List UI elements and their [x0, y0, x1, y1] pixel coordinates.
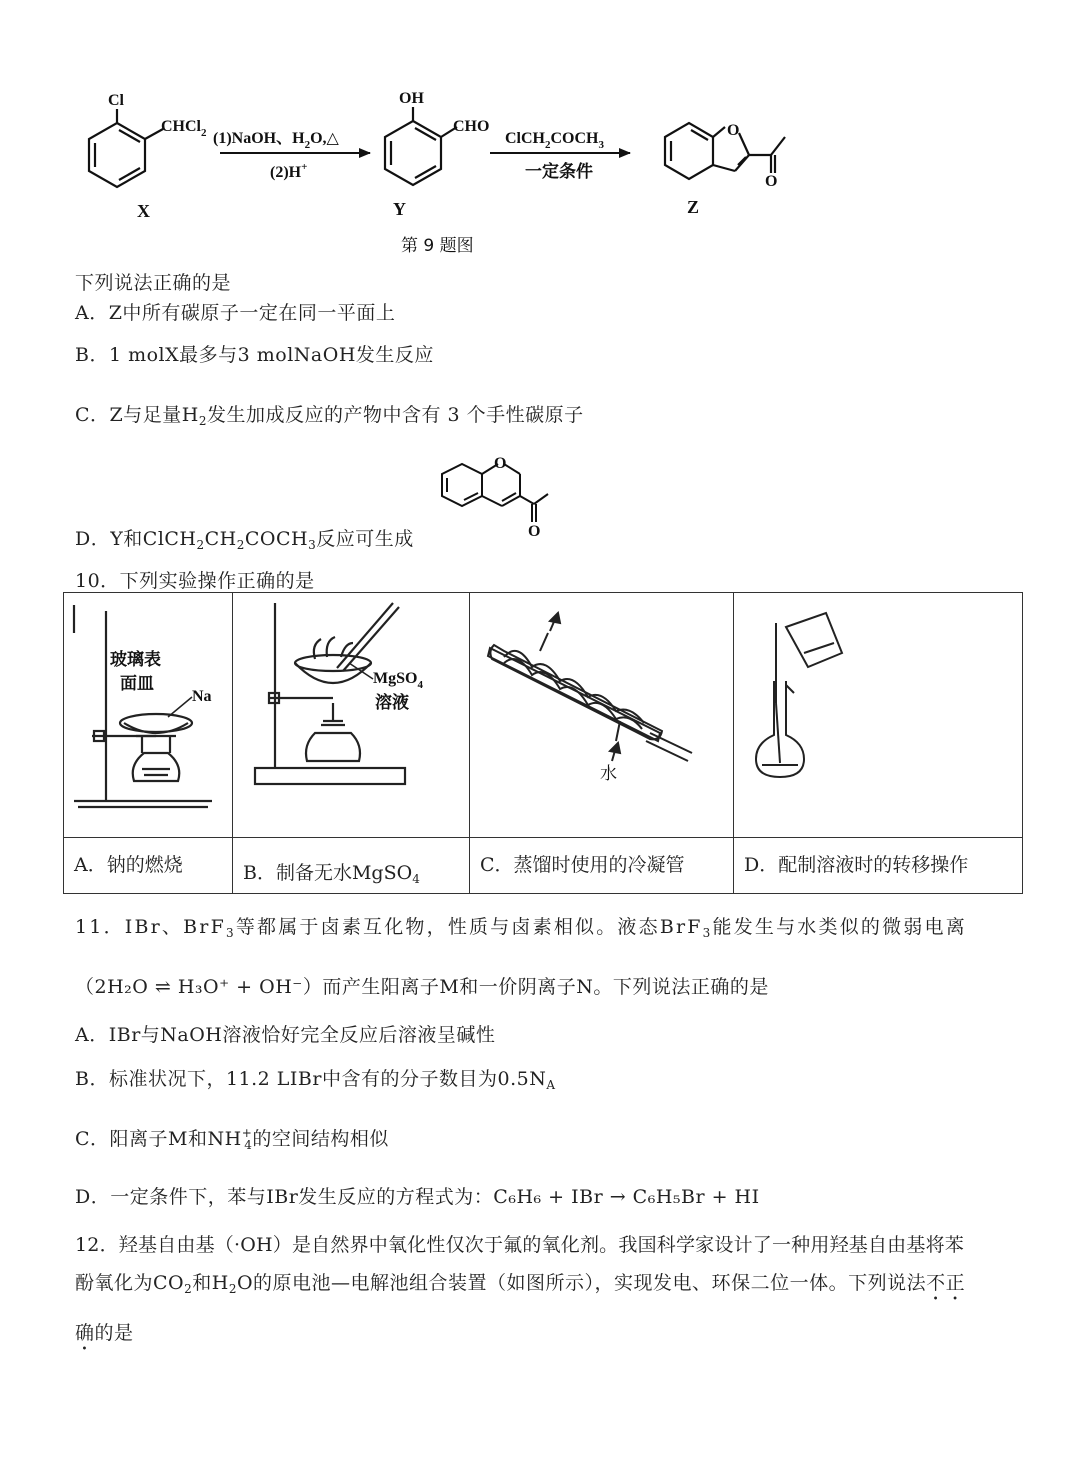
q11-option-c: C．阳离子M和$NH^+_4$的空间结构相似	[75, 1126, 389, 1152]
q10-cell-d-image	[734, 593, 1023, 838]
q9-option-c: C．Z与足量$H_2$发生加成反应的产物中含有 3 个手性碳原子	[75, 404, 584, 428]
q11-line-1: 11．IBr、BrF$_3$等都属于卤素互化物，性质与卤素相似。液态BrF$_3$能发生与水类似的微弱电离	[75, 916, 967, 940]
q10-experiment-table	[63, 592, 1023, 894]
arrow-1-top-text: (1)NaOH、$H_2O,\triangle$	[213, 130, 339, 151]
q9-figure-caption: 第 9 题图	[401, 236, 474, 256]
arrow-2-bottom-text: 一定条件	[525, 162, 593, 182]
arrow-1-bottom-text: (2)H+	[270, 161, 308, 181]
q9-reaction-scheme	[75, 85, 790, 260]
q12-line-3: 确的是	[75, 1322, 134, 1344]
q10-caption-d: D．配制溶液时的转移操作	[734, 838, 1023, 894]
q10-caption-b: B．制备无水MgSO$_4$	[233, 838, 470, 894]
q12-line-1: 12．羟基自由基（·OH）是自然界中氧化性仅次于氟的氧化剂。我国科学家设计了一种用羟基自由基将苯	[75, 1234, 964, 1256]
label-water: 水	[600, 764, 617, 784]
q10-cell-b-image	[233, 593, 470, 838]
y-oh-label: OH	[399, 90, 424, 107]
q11-option-b: B．标准状况下，11.2 LIBr中含有的分子数目为$0.5N_A$	[75, 1068, 556, 1092]
q11-option-d: D．一定条件下，苯与IBr发生反应的方程式为：C₆H₆ + IBr → C₆H₅Br + HI	[75, 1186, 760, 1208]
y-cho-label: CHO	[453, 118, 490, 135]
q11-option-a: A．IBr与NaOH溶液恰好完全反应后溶液呈碱性	[75, 1024, 496, 1046]
q10-cell-a-image	[64, 593, 233, 838]
condenser-diagram	[470, 593, 733, 833]
q9-option-d-structure	[432, 452, 557, 542]
z-o-label: O	[727, 122, 740, 139]
q9-option-d: D．Y和$ClCH_2CH_2COCH_3$反应可生成	[75, 528, 414, 552]
label-watch-glass: 玻璃表	[110, 650, 161, 670]
label-z: Z	[687, 197, 700, 217]
q9-stem: 下列说法正确的是	[75, 272, 232, 294]
q10-caption-c: C．蒸馏时使用的冷凝管	[470, 838, 734, 894]
q11-line-2: （2H₂O ⇌ H₃O⁺ + OH⁻）而产生阳离子M和一价阴离子N。下列说法正确的是	[75, 976, 769, 998]
label-na: Na	[192, 688, 212, 705]
q10-caption-a: A．钠的燃烧	[64, 838, 233, 894]
q10-stem: 10．下列实验操作正确的是	[75, 570, 315, 592]
label-mgso4: MgSO$_4$	[373, 670, 423, 691]
d-structure-o: O	[494, 455, 507, 472]
label-y: Y	[393, 199, 406, 219]
q9-option-b: B．1 molX最多与3 molNaOH发生反应	[75, 344, 434, 366]
arrow-2-top-text: $ClCH_2COCH_3$	[505, 130, 604, 151]
z-benzofuran	[665, 123, 785, 179]
label-solution: 溶液	[375, 693, 409, 713]
evaporation-diagram	[233, 593, 469, 833]
label-dish: 面皿	[120, 674, 154, 694]
x-chcl2-label: CHCl$_2$	[161, 118, 207, 139]
arrow-1-head	[359, 148, 371, 158]
label-x: X	[137, 201, 150, 221]
x-cl-label: Cl	[108, 92, 124, 109]
q10-cell-c-image	[470, 593, 734, 838]
sodium-combustion-diagram	[64, 593, 232, 833]
z-o2-label: O	[765, 173, 778, 190]
x-benzene-ring	[89, 109, 163, 187]
d-structure-o2: O	[528, 523, 541, 540]
q12-line-2: 酚氧化为$CO_2$和$H_2O$的原电池—电解池组合装置（如图所示），实现发电、环保二位一体。下列说法不正	[75, 1272, 966, 1296]
arrow-2-head	[619, 148, 631, 158]
y-benzene-ring	[385, 107, 457, 185]
transfer-diagram	[734, 593, 1022, 833]
q9-option-a: A．Z中所有碳原子一定在同一平面上	[75, 302, 396, 324]
